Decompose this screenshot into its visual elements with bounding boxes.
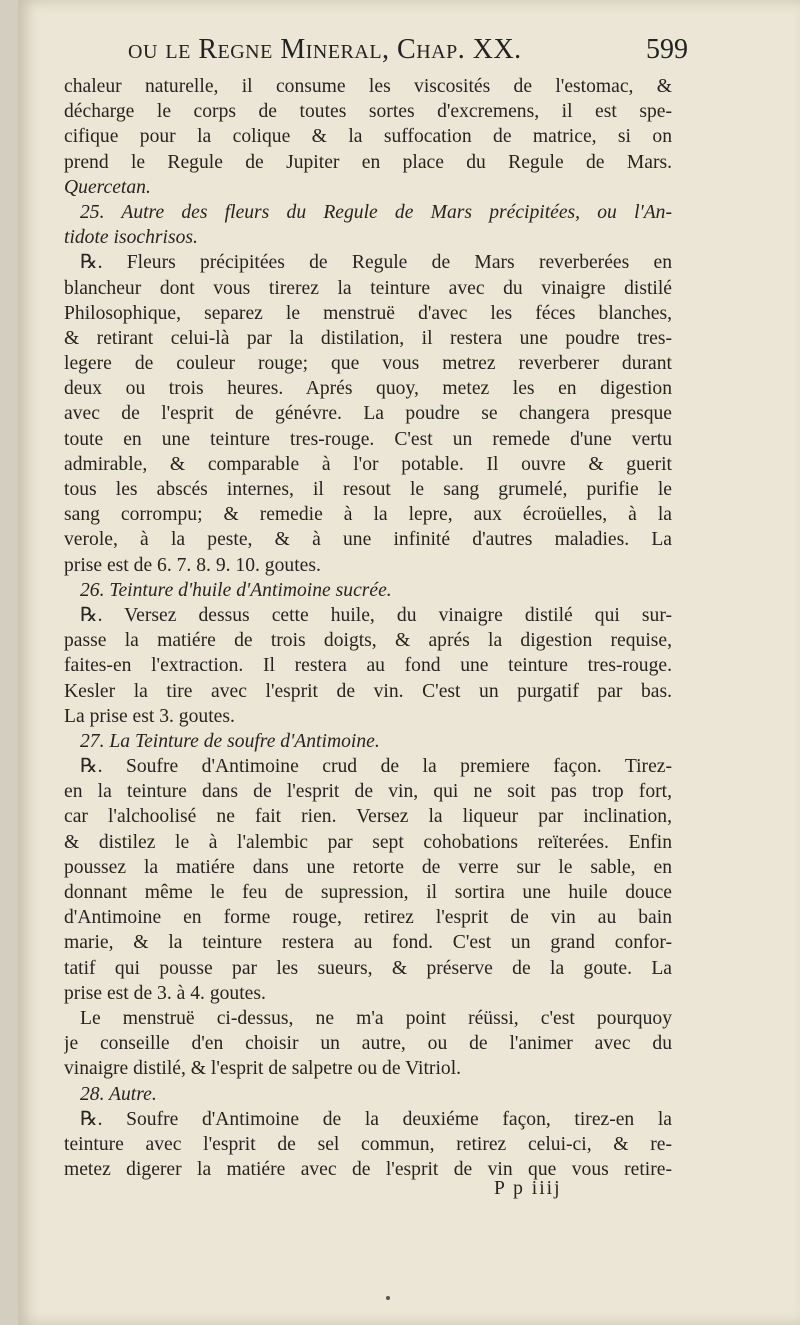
text-line: 26. Teinture d'huile d'Antimoine sucrée. [80,579,392,601]
text-line: passe la matiére de trois doigts, & aprés la digestion requise, [64,630,672,652]
text-line: 28. Autre. [80,1083,157,1105]
text-line: Le menstruë ci-dessus, ne m'a point réüssi, c'est pourquoy [80,1007,672,1029]
text-line: deux ou trois heures. Aprés quoy, metez les en digestion [64,378,672,400]
text-line: faites-en l'extraction. Il restera au fond une teinture tres-rouge. [64,655,672,677]
text-line: donnant même le feu de supression, il sortira une huile douce [64,882,672,903]
book-gutter [0,0,18,1325]
text-line: admirable, & comparable à l'or potable. Il ouvre & guerit [64,453,672,475]
text-line: blancheur dont vous tirerez la teinture avec du vinaigre distilé [64,277,672,299]
running-title: ou le Regne Mineral, Chap. XX. [128,34,522,65]
text-line: marie, & la teinture restera au fond. C'est un grand confor- [64,932,672,954]
text-line: ℞. Soufre d'Antimoine de la deuxiéme façon, tirez-en la [80,1108,672,1130]
text-line: prise est de 6. 7. 8. 9. 10. goutes. [64,554,321,576]
text-line: avec de l'esprit de génévre. La poudre se changera presque [64,403,672,425]
text-line: prise est de 3. à 4. goutes. [64,982,266,1004]
ink-speck [386,1296,390,1300]
body-text [64,74,672,1182]
text-line: d'Antimoine en forme rouge, retirez l'esprit de vin au bain [64,907,672,929]
text-line: chaleur naturelle, il consume les viscosités de l'estomac, & [64,76,672,97]
text-line: & distilez le à l'alembic par sept cohobations reïterées. Enfin [64,831,672,853]
text-line: décharge le corps de toutes sortes d'excremens, il est spe- [64,101,672,123]
text-line: La prise est 3. goutes. [64,705,235,727]
text-line: vinaigre distilé, & l'esprit de salpetre ou de Vitriol. [64,1058,462,1080]
text-line: verole, à la peste, & à une infinité d'autres maladies. La [64,529,672,551]
signature-mark: P p iiij [494,1178,562,1199]
text-line: tidote isochrisos. [64,227,198,249]
text-line: ℞. Soufre d'Antimoine crud de la premiere façon. Tirez- [80,756,672,778]
text-line: poussez la matiére dans une retorte de verre sur le sable, en [64,856,672,878]
text-line: tatif qui pousse par les sueurs, & préserve de la goute. La [64,957,672,979]
book-page [18,0,800,1325]
text-line: Philosophique, separez le menstruë d'avec les féces blanches, [64,302,672,324]
page-header [128,34,688,66]
text-line: cifique pour la colique & la suffocation de matrice, si on [64,126,672,148]
text-line: en la teinture dans de l'esprit de vin, qui ne soit pas trop fort, [64,781,672,803]
text-line: & retirant celui-là par la distilation, il restera une poudre tres- [64,327,672,349]
text-line: 27. La Teinture de soufre d'Antimoine. [80,730,380,752]
text-line: car l'alchoolisé ne fait rien. Versez la liqueur par inclination, [64,806,672,828]
text-line: Kesler la tire avec l'esprit de vin. C'est un purgatif par bas. [64,680,672,702]
text-line: ℞. Versez dessus cette huile, du vinaigre distilé qui sur- [80,604,672,626]
text-line: je conseille d'en choisir un autre, ou de l'animer avec du [64,1033,672,1055]
text-line: tous les abscés internes, il resout le sang grumelé, purifie le [64,479,672,500]
text-line: toute en une teinture tres-rouge. C'est un remede d'une vertu [64,428,672,450]
text-line: prend le Regule de Jupiter en place du Regule de Mars. [64,151,672,173]
text-line: sang corrompu; & remedie à la lepre, aux écroüelles, à la [64,504,672,526]
text-line: metez digerer la matiére avec de l'esprit de vin que vous retire- [64,1159,672,1181]
text-line: Quercetan. [64,176,151,198]
text-line: legere de couleur rouge; que vous metrez reverberer durant [64,353,672,375]
text-line: 25. Autre des fleurs du Regule de Mars précipitées, ou l'An- [80,201,672,223]
page-number: 599 [646,34,688,65]
text-line: teinture avec l'esprit de sel commun, retirez celui-ci, & re- [64,1133,672,1155]
text-line: ℞. Fleurs précipitées de Regule de Mars reverberées en [80,252,672,274]
